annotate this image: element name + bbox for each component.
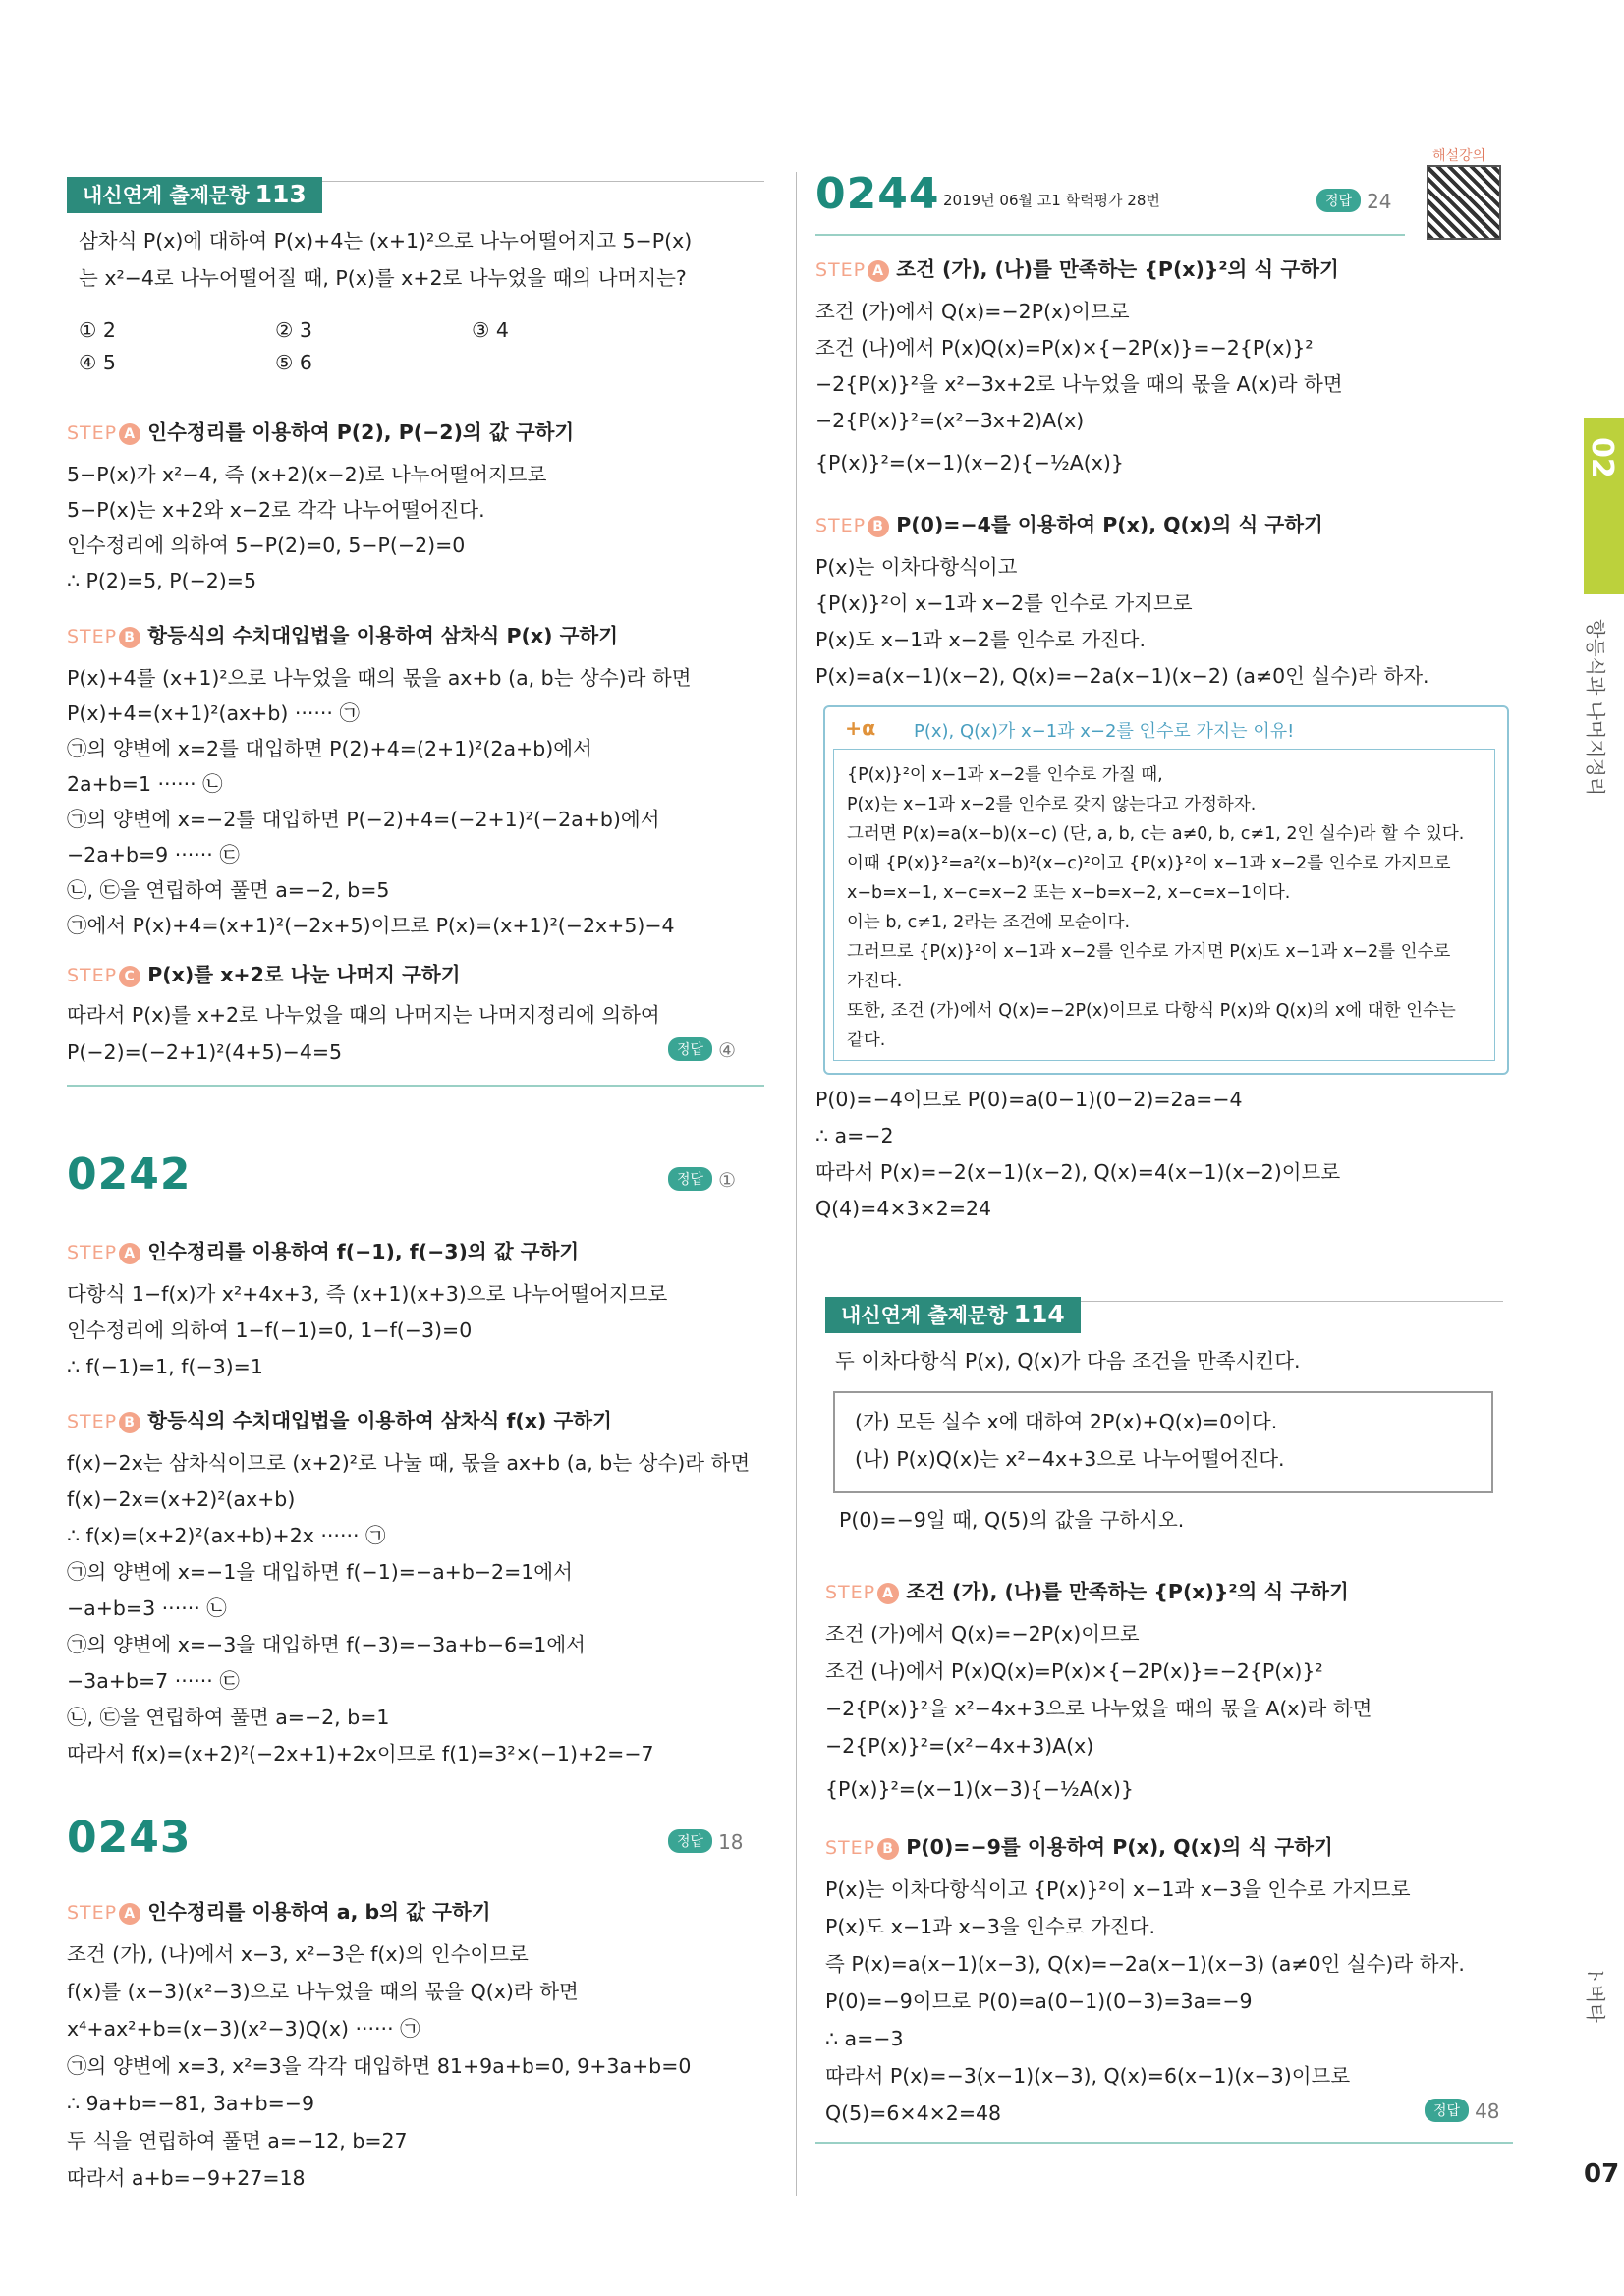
qr-code-icon[interactable] <box>1427 165 1501 240</box>
answer-badge: 정답 24 <box>1316 189 1392 213</box>
condition-line: (나) P(x)Q(x)는 x²−4x+3으로 나누어떨어진다. <box>855 1447 1285 1471</box>
answer-badge: 정답 ④ <box>668 1037 736 1062</box>
solution-line: −2{P(x)}²을 x²−4x+3으로 나누었을 때의 몫을 A(x)라 하면 <box>825 1697 1372 1720</box>
step-heading: STEP A 인수정리를 이용하여 a, b의 값 구하기 <box>67 1900 491 1924</box>
solution-line: 조건 (나)에서 P(x)Q(x)=P(x)×{−2P(x)}=−2{P(x)}² <box>825 1659 1323 1683</box>
divider <box>815 2142 1513 2144</box>
column-divider <box>796 172 797 2196</box>
solution-line: 5−P(x)는 x+2와 x−2로 각각 나누어떨어진다. <box>67 498 485 522</box>
problem-number: 0243 <box>67 1813 192 1863</box>
solution-line: P(0)=−4이므로 P(0)=a(0−1)(0−2)=2a=−4 <box>815 1088 1243 1111</box>
solution-line: P(x)는 이차다항식이고 <box>815 555 1018 579</box>
divider <box>322 181 764 182</box>
solution-line: ∴ a=−3 <box>825 2027 904 2050</box>
solution-line: ∴ P(2)=5, P(−2)=5 <box>67 569 257 592</box>
answer-badge: 정답 18 <box>668 1829 744 1854</box>
step-heading: STEP C P(x)를 x+2로 나눈 나머지 구하기 <box>67 963 461 986</box>
tip-line: 또한, 조건 (가)에서 Q(x)=−2P(x)이므로 다항식 P(x)와 Q(x)의 x에 대한 인수는 <box>847 1001 1456 1021</box>
problem-number: 0244 <box>815 169 940 219</box>
problem-source: 2019년 06월 고1 학력평가 28번 <box>943 192 1160 209</box>
solution-line: ∴ f(x)=(x+2)²(ax+b)+2x ······ ㉠ <box>67 1524 386 1547</box>
banner-113: 내신연계 출제문항 113 <box>67 177 322 213</box>
answer-badge: 정답 ① <box>668 1167 736 1192</box>
tip-line: x−b=x−1, x−c=x−2 또는 x−b=x−2, x−c=x−1이다. <box>847 883 1291 903</box>
step-heading: STEP A 인수정리를 이용하여 f(−1), f(−3)의 값 구하기 <box>67 1240 580 1263</box>
solution-line: 인수정리에 의하여 5−P(2)=0, 5−P(−2)=0 <box>67 533 466 557</box>
solution-line: x⁴+ax²+b=(x−3)(x²−3)Q(x) ······ ㉠ <box>67 2017 420 2041</box>
step-heading: STEP A 인수정리를 이용하여 P(2), P(−2)의 값 구하기 <box>67 420 575 444</box>
solution-line: −2a+b=9 ······ ㉢ <box>67 843 240 867</box>
solution-line: 따라서 P(x)를 x+2로 나누었을 때의 나머지는 나머지정리에 의하여 <box>67 1003 660 1027</box>
chapter-tab: 02 <box>1584 418 1624 594</box>
divider <box>67 1085 764 1087</box>
solution-line: ㉠에서 P(x)+4=(x+1)²(−2x+5)이므로 P(x)=(x+1)²(−2x+5)−4 <box>67 914 675 937</box>
side-label: ト버타 <box>1584 1965 1607 2023</box>
solution-line: Q(4)=4×3×2=24 <box>815 1197 992 1220</box>
choice: ④ 5 <box>79 351 116 374</box>
solution-line: 인수정리에 의하여 1−f(−1)=0, 1−f(−3)=0 <box>67 1318 473 1342</box>
solution-line: P(x)는 이차다항식이고 {P(x)}²이 x−1과 x−3을 인수로 가지므로 <box>825 1877 1411 1901</box>
solution-line: 조건 (나)에서 P(x)Q(x)=P(x)×{−2P(x)}=−2{P(x)}² <box>815 336 1314 360</box>
chapter-title: 항등식과 나머지정리 <box>1584 619 1607 797</box>
tip-line: {P(x)}²이 x−1과 x−2를 인수로 가질 때, <box>847 765 1163 785</box>
divider <box>1081 1301 1503 1302</box>
question-line: 삼차식 P(x)에 대하여 P(x)+4는 (x+1)²으로 나누어떨어지고 5−P(x) <box>79 229 693 252</box>
solution-line: P(x)+4를 (x+1)²으로 나누었을 때의 몫을 ax+b (a, b는 상수)라 하면 <box>67 666 692 690</box>
tip-line: 그러므로 {P(x)}²이 x−1과 x−2를 인수로 가지면 P(x)도 x−1과 x−2를 인수로 <box>847 942 1451 962</box>
choice: ③ 4 <box>472 318 509 342</box>
solution-line: P(0)=−9이므로 P(0)=a(0−1)(0−3)=3a=−9 <box>825 1989 1253 2013</box>
solution-line: ㉠의 양변에 x=−1을 대입하면 f(−1)=−a+b−2=1에서 <box>67 1560 573 1584</box>
solution-line: 2a+b=1 ······ ㉡ <box>67 772 223 796</box>
solution-line: 5−P(x)가 x²−4, 즉 (x+2)(x−2)로 나누어떨어지므로 <box>67 463 547 486</box>
solution-line: P(x)=a(x−1)(x−2), Q(x)=−2a(x−1)(x−2) (a≠0인 실수)라 하자. <box>815 664 1429 688</box>
question-line: 는 x²−4로 나누어떨어질 때, P(x)를 x+2로 나누었을 때의 나머지는? <box>79 266 687 290</box>
solution-line: 따라서 a+b=−9+27=18 <box>67 2166 306 2190</box>
tip-line: P(x)는 x−1과 x−2를 인수로 갖지 않는다고 가정하자. <box>847 795 1257 814</box>
step-heading: STEP B P(0)=−4를 이용하여 P(x), Q(x)의 식 구하기 <box>815 513 1323 536</box>
answer-badge: 정답 48 <box>1425 2099 1500 2123</box>
step-heading: STEP B 항등식의 수치대입법을 이용하여 삼차식 f(x) 구하기 <box>67 1409 612 1432</box>
divider <box>815 234 1405 236</box>
solution-line: Q(5)=6×4×2=48 <box>825 2101 1002 2125</box>
tip-title: P(x), Q(x)가 x−1과 x−2를 인수로 가지는 이유! <box>914 721 1295 742</box>
solution-line: −2{P(x)}²=(x²−3x+2)A(x) <box>815 409 1085 432</box>
solution-line: ㉠의 양변에 x=3, x²=3을 각각 대입하면 81+9a+b=0, 9+3a+b=0 <box>67 2054 692 2078</box>
step-heading: STEP A 조건 (가), (나)를 만족하는 {P(x)}²의 식 구하기 <box>815 257 1339 281</box>
tip-line: 같다. <box>847 1031 886 1050</box>
step-heading: STEP B P(0)=−9를 이용하여 P(x), Q(x)의 식 구하기 <box>825 1835 1333 1859</box>
solution-line: ㉠의 양변에 x=−2를 대입하면 P(−2)+4=(−2+1)²(−2a+b)에서 <box>67 808 660 831</box>
step-heading: STEP B 항등식의 수치대입법을 이용하여 삼차식 P(x) 구하기 <box>67 624 619 647</box>
solution-line: −2{P(x)}²을 x²−3x+2로 나누었을 때의 몫을 A(x)라 하면 <box>815 372 1343 396</box>
solution-line: P(x)+4=(x+1)²(ax+b) ······ ㉠ <box>67 701 360 725</box>
solution-line: f(x)를 (x−3)(x²−3)으로 나누었을 때의 몫을 Q(x)라 하면 <box>67 1980 579 2003</box>
solution-line: P(x)도 x−1과 x−2를 인수로 가진다. <box>815 628 1147 651</box>
solution-line: −a+b=3 ······ ㉡ <box>67 1596 227 1620</box>
solution-line: ㉡, ㉢을 연립하여 풀면 a=−2, b=5 <box>67 878 390 902</box>
solution-line: 따라서 P(x)=−3(x−1)(x−3), Q(x)=6(x−1)(x−3)이므로 <box>825 2064 1351 2088</box>
solution-line: 조건 (가)에서 Q(x)=−2P(x)이므로 <box>815 300 1130 323</box>
solution-line: ㉠의 양변에 x=2를 대입하면 P(2)+4=(2+1)²(2a+b)에서 <box>67 737 592 760</box>
solution-line: {P(x)}²이 x−1과 x−2를 인수로 가지므로 <box>815 591 1193 615</box>
solution-line: 따라서 f(x)=(x+2)²(−2x+1)+2x이므로 f(1)=3²×(−1)+2=−7 <box>67 1742 654 1765</box>
choice: ⑤ 6 <box>275 351 312 374</box>
tip-line: 그러면 P(x)=a(x−b)(x−c) (단, a, b, c는 a≠0, b, c≠1, 2인 실수)라 할 수 있다. <box>847 824 1465 844</box>
choice: ① 2 <box>79 318 116 342</box>
solution-line: ∴ 9a+b=−81, 3a+b=−9 <box>67 2092 315 2115</box>
tip-line: 이때 {P(x)}²=a²(x−b)²(x−c)²이고 {P(x)}²이 x−1과 x−2를 인수로 가지므로 <box>847 854 1451 873</box>
solution-line: 다항식 1−f(x)가 x²+4x+3, 즉 (x+1)(x+3)으로 나누어떨어지므로 <box>67 1282 668 1306</box>
solution-line: 즉 P(x)=a(x−1)(x−3), Q(x)=−2a(x−1)(x−3) (a≠0인 실수)라 하자. <box>825 1952 1465 1976</box>
solution-line: {P(x)}²=(x−1)(x−2){−½A(x)} <box>815 451 1124 475</box>
step-heading: STEP A 조건 (가), (나)를 만족하는 {P(x)}²의 식 구하기 <box>825 1580 1349 1603</box>
solution-line: ∴ f(−1)=1, f(−3)=1 <box>67 1355 263 1378</box>
qr-label: 해설강의 <box>1432 148 1486 164</box>
condition-line: (가) 모든 실수 x에 대하여 2P(x)+Q(x)=0이다. <box>855 1410 1278 1433</box>
question-line: P(0)=−9일 때, Q(5)의 값을 구하시오. <box>839 1508 1185 1532</box>
solution-line: ∴ a=−2 <box>815 1124 894 1148</box>
question-line: 두 이차다항식 P(x), Q(x)가 다음 조건을 만족시킨다. <box>835 1349 1301 1372</box>
solution-line: P(−2)=(−2+1)²(4+5)−4=5 <box>67 1040 343 1064</box>
banner-114: 내신연계 출제문항 114 <box>825 1297 1081 1333</box>
solution-line: 두 식을 연립하여 풀면 a=−12, b=27 <box>67 2129 408 2153</box>
solution-line: 조건 (가), (나)에서 x−3, x²−3은 f(x)의 인수이므로 <box>67 1942 529 1966</box>
solution-line: −2{P(x)}²=(x²−4x+3)A(x) <box>825 1734 1094 1758</box>
solution-line: P(x)도 x−1과 x−3을 인수로 가진다. <box>825 1915 1156 1938</box>
solution-line: 조건 (가)에서 Q(x)=−2P(x)이므로 <box>825 1622 1140 1646</box>
solution-line: ㉡, ㉢을 연립하여 풀면 a=−2, b=1 <box>67 1706 390 1729</box>
tip-line: 가진다. <box>847 972 903 991</box>
solution-line: −3a+b=7 ······ ㉢ <box>67 1669 240 1693</box>
solution-line: f(x)−2x는 삼차식이므로 (x+2)²로 나눌 때, 몫을 ax+b (a, b는 상수)라 하면 <box>67 1451 751 1475</box>
solution-line: ㉠의 양변에 x=−3을 대입하면 f(−3)=−3a+b−6=1에서 <box>67 1633 586 1656</box>
solution-line: f(x)−2x=(x+2)²(ax+b) <box>67 1487 296 1511</box>
tip-mark: +α <box>845 716 876 740</box>
problem-number: 0242 <box>67 1149 192 1200</box>
condition-box <box>833 1391 1493 1493</box>
choice: ② 3 <box>275 318 312 342</box>
tip-line: 이는 b, c≠1, 2라는 조건에 모순이다. <box>847 913 1131 932</box>
page-number: 07 <box>1584 2159 1620 2189</box>
solution-line: {P(x)}²=(x−1)(x−3){−½A(x)} <box>825 1777 1134 1801</box>
solution-line: 따라서 P(x)=−2(x−1)(x−2), Q(x)=4(x−1)(x−2)이므로 <box>815 1160 1341 1184</box>
